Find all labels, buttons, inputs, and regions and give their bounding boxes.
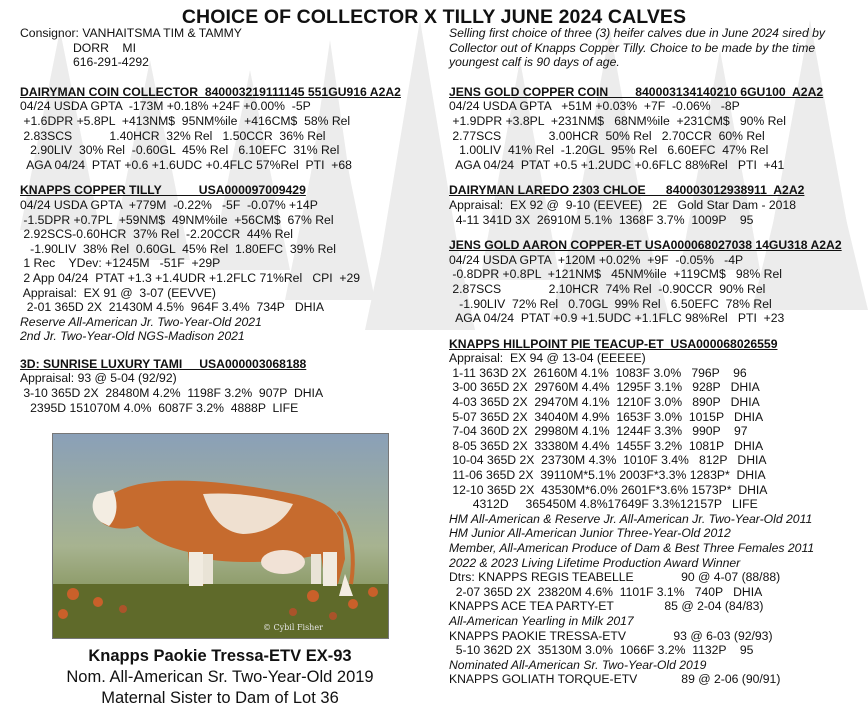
award-line: HM All-American & Reserve Jr. All-American Jr. Two-Year-Old 2011 [449,511,813,526]
daughter-line: Dtrs: KNAPPS REGIS TEABELLE 90 @ 4-07 (88/88) [449,570,781,585]
pedigree-line: 3-10 365D 2X 28480M 4.2% 1198F 3.2% 907P DHIA [20,386,324,401]
lifetime-record: 4312D 365450M 4.8%17649F 3.3%12157P LIFE [449,497,758,512]
pedigree-line: 1.00LIV 41% Rel -1.20GL 95% Rel 6.60EFC 47% Rel [449,143,769,158]
pedigree-line: AGA 04/24 PTAT +0.6 +1.6UDC +0.4FLC 57%Rel PTI +68 [20,157,352,172]
paternal-grandsire-details [449,99,861,172]
pedigree-line: Appraisal: EX 94 @ 13-04 (EEEEE) [449,351,646,366]
left-column [20,26,438,415]
daughters-list [449,570,861,687]
pedigree-line: AGA 04/24 PTAT +0.5 +1.2UDC +0.6FLC 88%Rel PTI +41 [449,157,785,172]
cow-photo [52,433,389,639]
pedigree-line: 2.90LIV 30% Rel -0.60GL 45% Rel 6.10EFC 31% Rel [20,143,340,158]
pedigree-line: 2.92SCS-0.60HCR 37% Rel -2.20CCR 44% Rel [20,227,293,242]
pedigree-line: Appraisal: EX 92 @ 9-10 (EEVEE) 2E Gold Star Dam - 2018 [449,197,797,212]
photo-caption-award: Nom. All-American Sr. Two-Year-Old 2019 [66,668,374,686]
award-line: 2022 & 2023 Living Lifetime Production Award Winner [449,555,741,570]
pedigree-line: 2.83SCS 1.40HCR 32% Rel 1.50CCR 36% Rel [20,128,326,143]
consignor-location: DORR MI [73,40,136,55]
maternal-grandsire-details [449,253,861,326]
lot-description: Selling first choice of three (3) heifer calves due in June 2024 sired by Collector out of Knapps Copper Tilly. Choice to be made by the time youngest calf is 90 days of age. [449,26,825,70]
award-line: 2nd Jr. Two-Year-Old NGS-Madison 2021 [20,329,245,344]
pedigree-line: -1.90LIV 72% Rel 0.70GL 99% Rel 6.50EFC 78% Rel [449,296,772,311]
pedigree-line: 04/24 USDA GPTA +51M +0.03% +7F -0.06% -8P [449,99,740,114]
lactation-record: 1-11 363D 2X 26160M 4.1% 1083F 3.0% 796P 96 [449,365,747,380]
pedigree-line: Appraisal: 93 @ 5-04 (92/92) [20,371,177,386]
paternal-grandsire-heading: JENS GOLD COPPER COIN 840003134140210 6GU100 A2A2 [449,84,824,99]
consignor-phone: 616-291-4292 [73,55,149,70]
maternal-granddam-heading: KNAPPS HILLPOINT PIE TEACUP-ET USA000068026559 [449,336,778,351]
pedigree-line: 2.77SCS 3.00HCR 50% Rel 2.70CCR 60% Rel [449,128,765,143]
pedigree-line: Appraisal: EX 91 @ 3-07 (EEVVE) [20,285,216,300]
granddam-details [20,371,438,415]
photo-caption-title: Knapps Paokie Tressa-ETV EX-93 [88,647,352,665]
daughter-line: 5-10 362D 2X 35130M 3.0% 1066F 3.2% 1132P 95 [449,643,754,658]
daughter-line: KNAPPS PAOKIE TRESSA-ETV 93 @ 6-03 (92/93) [449,628,773,643]
pedigree-line: 4-11 341D 3X 26910M 5.1% 1368F 3.7% 1009P 95 [449,212,754,227]
lactation-record: 7-04 360D 2X 29980M 4.1% 1244F 3.3% 990P 97 [449,424,748,439]
paternal-granddam-details [449,198,861,227]
lactation-record: 4-03 365D 2X 29470M 4.1% 1210F 3.0% 890P DHIA [449,395,760,410]
pedigree-line: 04/24 USDA GPTA +779M -0.22% -5F -0.07% +14P [20,197,318,212]
granddam-heading: 3D: SUNRISE LUXURY TAMI USA000003068188 [20,356,307,371]
lactation-record: 3-00 365D 2X 29760M 4.4% 1295F 3.1% 928P DHIA [449,380,760,395]
daughter-line: 2-07 365D 2X 23820M 4.6% 1101F 3.1% 740P DHIA [449,584,763,599]
lactation-record: 8-05 365D 2X 33380M 4.4% 1455F 3.2% 1081P DHIA [449,438,764,453]
pedigree-line: AGA 04/24 PTAT +0.9 +1.5UDC +1.1FLC 98%Rel PTI +23 [449,311,785,326]
lactation-record: 11-06 365D 2X 39110M*5.1% 2003F*3.3% 1283P* DHIA [449,468,766,483]
consignor-name: Consignor: VANHAITSMA TIM & TAMMY [20,26,242,40]
award-line: Member, All-American Produce of Dam & Best Three Females 2011 [449,541,815,555]
pedigree-line: 1 Rec YDev: +1245M -51F +29P [20,256,221,271]
pedigree-line: 2395D 151070M 4.0% 6087F 3.2% 4888P LIFE [20,400,299,415]
lactation-record: 5-07 365D 2X 34040M 4.9% 1653F 3.0% 1015P DHIA [449,409,764,424]
pedigree-line: 2-01 365D 2X 21430M 4.5% 964F 3.4% 734P DHIA [20,300,324,315]
award-line: Reserve All-American Jr. Two-Year-Old 2021 [20,314,262,329]
maternal-granddam-details [449,351,861,570]
pedigree-line: +1.9DPR +3.8PL +231NM$ 68NM%ile +231CM$ 90% Rel [449,113,786,128]
page-title: CHOICE OF COLLECTOR X TILLY JUNE 2024 CALVES [181,6,687,28]
photo-caption-relation: Maternal Sister to Dam of Lot 36 [101,689,339,707]
maternal-grandsire-heading: JENS GOLD AARON COPPER-ET USA000068027038 14GU318 A2A2 [449,238,842,253]
daughter-line: KNAPPS GOLIATH TORQUE-ETV 89 @ 2-06 (90/91) [449,672,781,687]
photo-watermark: © Cybil Fisher [263,623,323,632]
cow-illustration [53,434,388,638]
lactation-record: 10-04 365D 2X 23730M 4.3% 1010F 3.4% 812P DHIA [449,453,767,468]
pedigree-line: 04/24 USDA GPTA +120M +0.02% +9F -0.05% -4P [449,252,744,267]
pedigree-line: +1.6DPR +5.8PL +413NM$ 95NM%ile +416CM$ 58% Rel [20,113,351,128]
award-line: HM Junior All-American Junior Three-Year-Old 2012 [449,526,731,541]
sire-details [20,99,438,172]
pedigree-line: -1.90LIV 38% Rel 0.60GL 45% Rel 1.80EFC 39% Rel [20,241,336,256]
pedigree-line: 2.87SCS 2.10HCR 74% Rel -0.90CCR 90% Rel [449,281,766,296]
pedigree-line: -1.5DPR +0.7PL +59NM$ 49NM%ile +56CM$ 67% Rel [20,212,334,227]
daughter-award: Nominated All-American Sr. Two-Year-Old 2019 [449,657,707,672]
pedigree-line: 04/24 USDA GPTA -173M +0.18% +24F +0.00% -5P [20,99,311,114]
right-column [449,26,861,687]
paternal-granddam-heading: DAIRYMAN LAREDO 2303 CHLOE 840003012938911 A2A2 [449,183,805,198]
pedigree-line: 2 App 04/24 PTAT +1.3 +1.4UDR +1.2FLC 71%Rel CPI +29 [20,270,361,285]
sire-heading: DAIRYMAN COIN COLLECTOR 840003219111145 551GU916 A2A2 [20,84,401,99]
dam-details [20,198,438,344]
pedigree-line: -0.8DPR +0.8PL +121NM$ 45NM%ile +119CM$ 98% Rel [449,267,782,282]
daughter-line: KNAPPS ACE TEA PARTY-ET 85 @ 2-04 (84/83) [449,599,764,614]
dam-heading: KNAPPS COPPER TILLY USA000097009429 [20,183,306,198]
lactation-record: 12-10 365D 2X 43530M*6.0% 2601F*3.6% 1573P* DHIA [449,482,768,497]
daughter-award: All-American Yearling in Milk 2017 [449,613,634,628]
